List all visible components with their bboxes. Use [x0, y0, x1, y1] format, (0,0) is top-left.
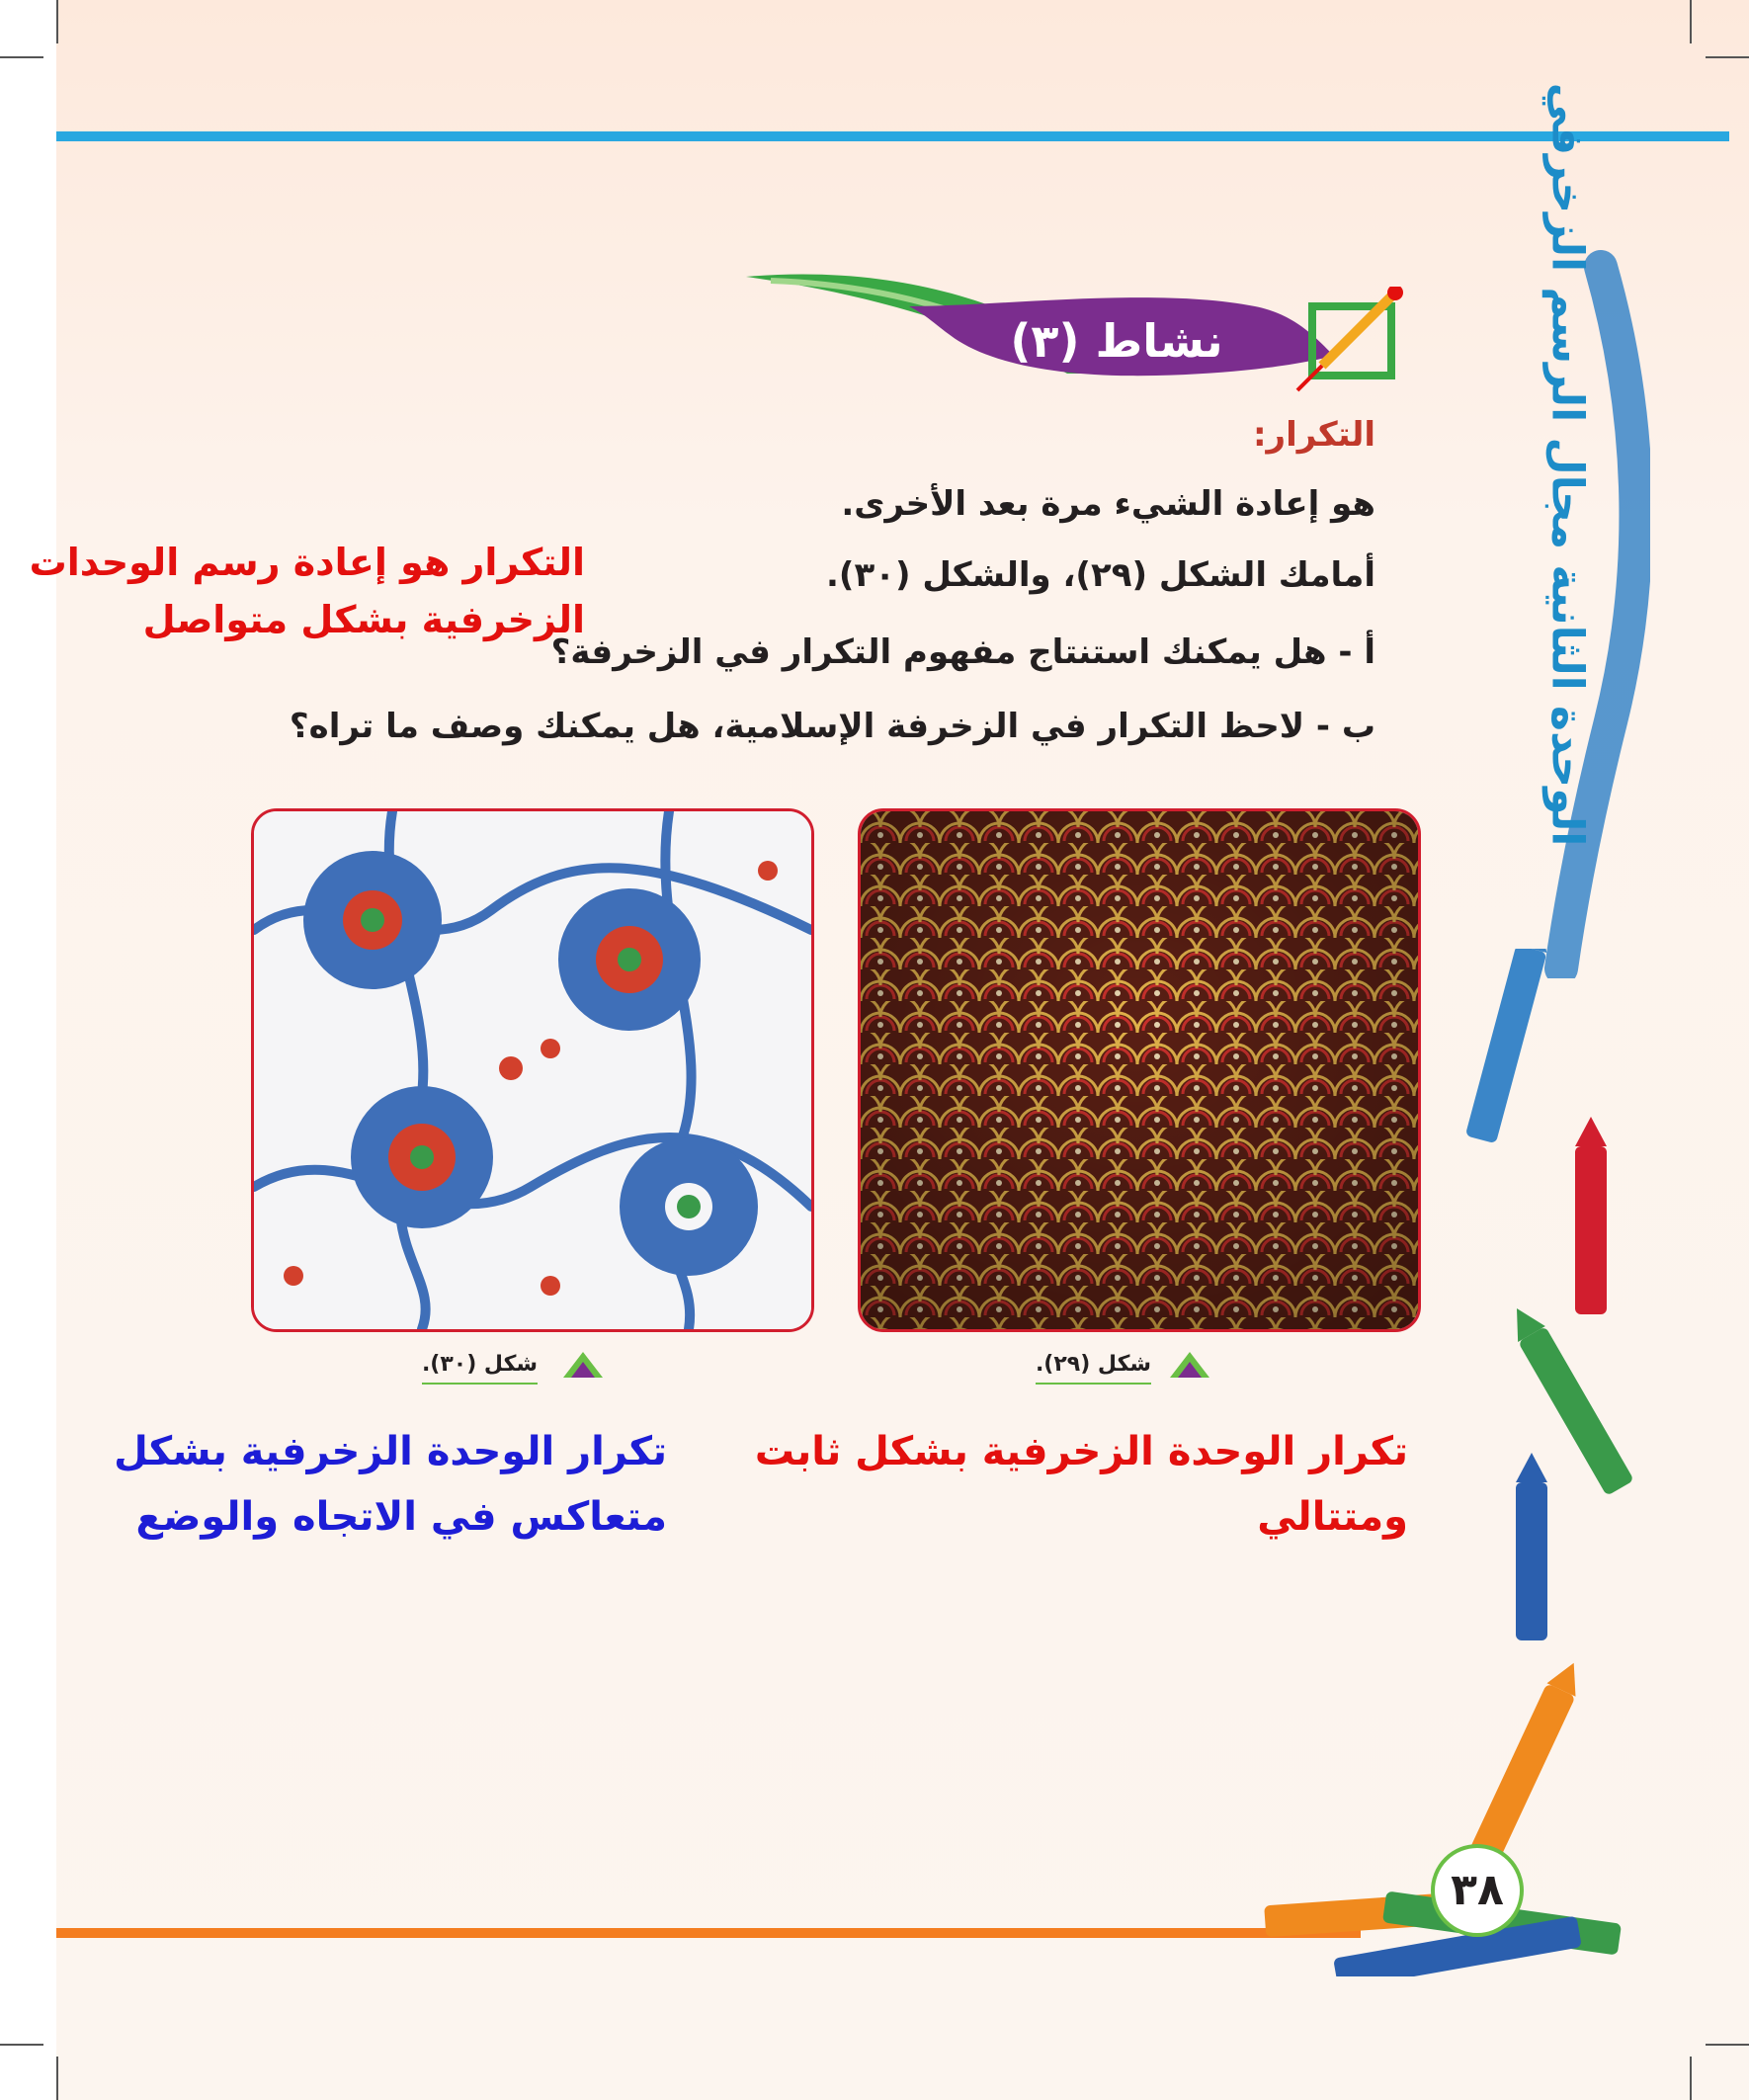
top-rule [56, 131, 1729, 141]
question-b: ب - لاحظ التكرار في الزخرفة الإسلامية، هل يمكنك وصف ما تراه؟ [289, 707, 1375, 746]
answer-a-line1: التكرار هو إعادة رسم الوحدات [29, 541, 585, 584]
crayons-decoration [1245, 949, 1660, 1976]
page-number: ٣٨ [1431, 1844, 1524, 1937]
crop-mark [0, 2044, 43, 2046]
definition-text: هو إعادة الشيء مرة بعد الأخرى. [841, 484, 1375, 524]
crop-mark [56, 0, 58, 43]
activity-title: نشاط (٣) [1010, 314, 1223, 368]
floral-pattern-image [254, 811, 811, 1329]
unit-title-text: الوحدة الثانية مجال الرسم الزخرفي [1541, 82, 1593, 847]
figure-30-caption: شكل (٣٠). [422, 1352, 538, 1385]
figure-30-answer-line2: متعاكس في الاتجاه والوضع [135, 1494, 667, 1540]
crop-mark [56, 2057, 58, 2100]
answer-a-line2: الزخرفية بشكل متواصل [142, 598, 585, 641]
figures-intro-text: أمامك الشكل (٢٩)، والشكل (٣٠). [826, 555, 1375, 595]
unit-title [1468, 82, 1666, 847]
question-a: أ - هل يمكنك استنتاج مفهوم التكرار في الزخرفة؟ [550, 632, 1375, 672]
rocket-icon [1292, 287, 1411, 395]
crop-mark [1690, 2057, 1692, 2100]
section-label: التكرار: [1252, 415, 1375, 455]
figure-30-answer-line1: تكرار الوحدة الزخرفية بشكل [114, 1429, 667, 1474]
bottom-rule [56, 1928, 1361, 1938]
crop-mark [0, 56, 43, 58]
answer-a [30, 534, 585, 648]
figure-30-image [251, 808, 814, 1332]
figure-29-caption: شكل (٢٩). [1036, 1352, 1151, 1385]
crop-mark [1706, 56, 1749, 58]
crop-mark [1706, 2044, 1749, 2046]
figure-29-answer-line1: تكرار الوحدة الزخرفية بشكل ثابت [754, 1429, 1408, 1474]
caption-triangle-icon [561, 1350, 605, 1380]
figure-29-answer-line2: ومتتالي [1257, 1494, 1408, 1540]
caption-triangle-icon [1168, 1350, 1211, 1380]
crop-mark [1690, 0, 1692, 43]
figure-30-answer [114, 1419, 667, 1550]
